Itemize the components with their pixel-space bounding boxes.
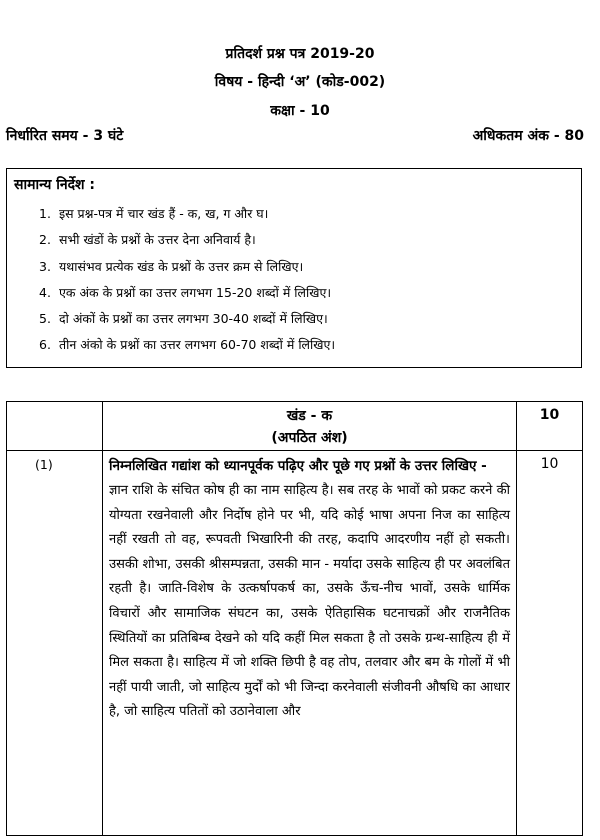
section-marks: 10 [517,402,583,451]
subject-line: विषय - हिन्दी ‘अ’ (कोड-002) [214,74,386,90]
section-title-cell [103,402,517,451]
instructions-title: सामान्य निर्देश : [14,177,96,193]
section-subtitle: (अपठित अंश) [271,430,348,446]
max-marks: अधिकतम अंक - 80 [472,128,584,144]
instruction-item: 1. इस प्रश्न-पत्र में चार खंड हैं - क, ख, ग और घ। [39,206,269,221]
passage-text: ज्ञान राशि के संचित कोष ही का नाम साहित्य है। सब तरह के भावों को प्रकट करने की योग्यता रखनेवाली और निर्दोष होने पर भी, यदि कोई भाषा अपना निज का साहित्य नहीं रखती तो वह, रूपवती भिखारिनी की तरह, कदापि आदरणीय नहीं हो सकती। उसकी शोभा, उसकी श्रीसम्पन्नता, उसकी मान - मर्यादा उसके साहित्य ही पर अवलंबित रहती है। जाति-विशेष के उत्कर्षापकर्ष का, उसके ऊँच-नीच भावों, उसके धार्मिक विचारों और सामाजिक संघटन का, उसके ऐतिहासिक घटनाचक्रों और राजनैतिक स्थितियों का प्रतिबिम्ब देखने को यदि कहीं मिल सकता है तो उसके ग्रन्थ-साहित्य ही में मिल सकता है। साहित्य में जो शक्ति छिपी है वह तोप, तलवार और बम के गोलों में भी नहीं पायी जाती, जो साहित्य मुर्दों को भी जिन्दा करनेवाली संजीवनी औषधि का आधार है, जो साहित्य पतितों को उठानेवाला और [109,483,510,720]
question-marks: 10 [517,451,583,836]
question-table [6,401,583,836]
question-instruction: निम्नलिखित गद्यांश को ध्यानपूर्वक पढ़िए और पूछे गए प्रश्नों के उत्तर लिखिए - [109,458,487,474]
instruction-item: 3. यथासंभव प्रत्येक खंड के प्रश्नों के उत्तर क्रम से लिखिए। [39,258,304,274]
empty-cell [7,402,103,451]
time-allowed: निर्धारित समय - 3 घंटे [6,128,124,144]
question-body [103,451,517,836]
section-header-row [7,402,583,451]
class-line: कक्षा - 10 [270,103,330,119]
question-row [7,451,583,836]
section-name: खंड - क [286,408,333,424]
instruction-item: 4. एक अंक के प्रश्नों का उत्तर लगभग 15-20 शब्दों में लिखिए। [39,284,332,300]
instruction-item: 2. सभी खंडों के प्रश्नों के उत्तर देना अनिवार्य है। [39,232,256,248]
instruction-item: 5. दो अंकों के प्रश्नों का उत्तर लगभग 30-40 शब्दों में लिखिए। [39,311,328,327]
instruction-item: 6. तीन अंको के प्रश्नों का उत्तर लगभग 60-70 शब्दों में लिखिए। [39,337,336,353]
question-number: (1) [7,451,103,836]
instructions-box [6,168,582,368]
instructions-list [39,201,335,359]
paper-title: प्रतिदर्श प्रश्न पत्र 2019-20 [225,46,375,62]
